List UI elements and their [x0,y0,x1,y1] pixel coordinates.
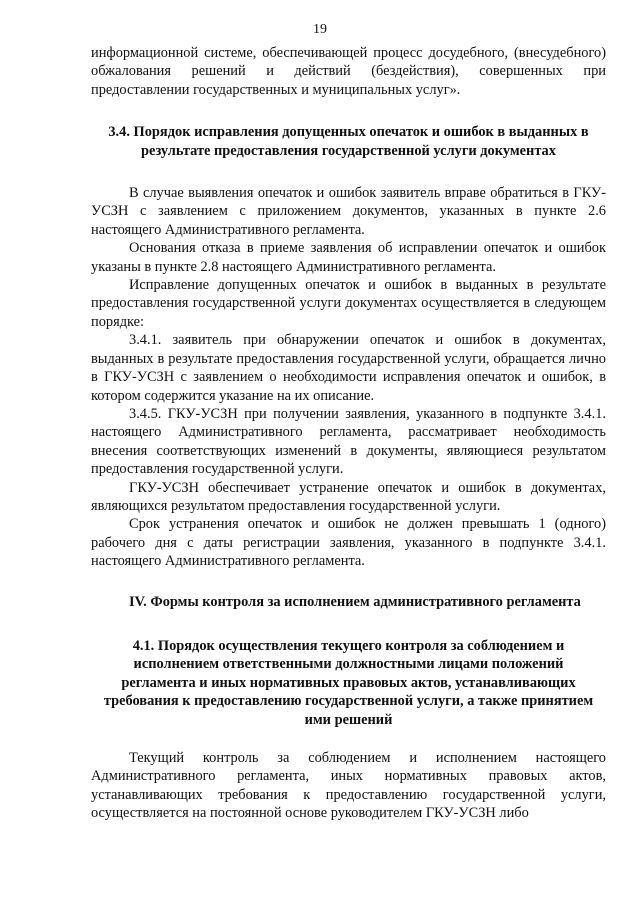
paragraph-refusal-grounds: Основания отказа в приеме заявления об исправлении опечаток и ошибок указаны в пункте 2.8 настоящего Административного регламента. [91,240,606,275]
section-heading-4-1: 4.1. Порядок осуществления текущего контроля за соблюдением и исполнением ответственными должностными лицами положений регламента и иных нормативных правовых актов, устанавливающих требования к предоставлению государственной услуги, а также принятием ими решений [103,637,594,728]
page-number: 19 [313,22,327,37]
chapter-heading-iv: IV. Формы контроля за исполнением административного регламента [129,593,581,610]
paragraph-correction-provision: ГКУ-УСЗН обеспечивает устранение опечаток и ошибок в документах, являющихся результатом предоставления государственной услуги. [91,479,606,514]
paragraph-current-control: Текущий контроль за соблюдением и исполнением настоящего Административного регламента, иных нормативных правовых актов, устанавливающих требования к предоставлению государственной услуги, осуществляется на постоянной основе руководителем ГКУ-УСЗН либо [91,750,606,822]
paragraph-correction-deadline: Срок устранения опечаток и ошибок не должен превышать 1 (одного) рабочего дня с даты регистрации заявления, указанного в подпункте 3.4.1. настоящего Административного регламента. [91,516,606,570]
paragraph-application-right: В случае выявления опечаток и ошибок заявитель вправе обратиться в ГКУ-УСЗН с заявлением с приложением документов, указанных в пункте 2.6 настоящего Административного регламента. [91,185,606,238]
document-body [91,44,606,823]
paragraph-continuation: информационной системе, обеспечивающей процесс досудебного, (внесудебного) обжалования решений и действий (бездействия), совершенных при предоставлении государственных и муниципальных услуг». [91,45,606,98]
paragraph-correction-procedure: Исправление допущенных опечаток и ошибок в выданных в результате предоставления государственной услуги документах осуществляется в следующем порядке: [91,277,606,330]
section-heading-3-4: 3.4. Порядок исправления допущенных опечаток и ошибок в выданных в результате предоставления государственной услуги документах [108,124,589,159]
paragraph-item-3-4-5: 3.4.5. ГКУ-УСЗН при получении заявления, указанного в подпункте 3.4.1. настоящего Административного регламента, рассматривает необходимость внесения соответствующих изменений в документы, являющиеся результатом предоставления государственной услуги. [91,405,606,478]
paragraph-item-3-4-1: 3.4.1. заявитель при обнаружении опечаток и ошибок в документах, выданных в результате предоставления государственной услуги, обращается лично в ГКУ-УСЗН с заявлением о необходимости исправления опечаток и ошибок, в котором содержится указание на их описание. [91,332,606,404]
